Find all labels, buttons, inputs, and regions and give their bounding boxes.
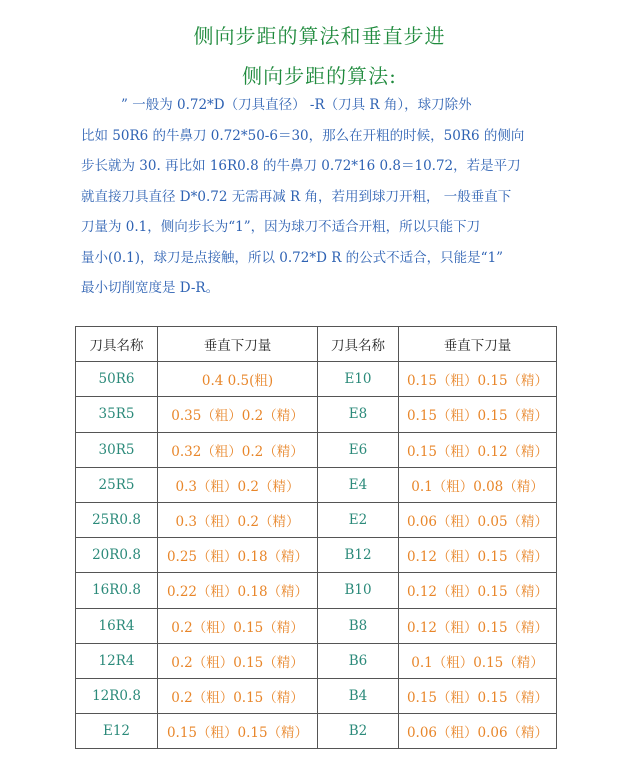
depth-cell: 0.12（粗）0.15（精） [399, 608, 557, 643]
depth-cell: 0.22（粗）0.18（精） [158, 573, 318, 608]
tool-name-cell: E2 [318, 502, 399, 537]
tool-name-cell: E12 [76, 714, 158, 749]
table-row [76, 432, 557, 467]
table-row [76, 643, 557, 678]
depth-cell: 0.06（粗）0.06（精） [399, 714, 557, 749]
depth-cell: 0.25（粗）0.18（精） [158, 538, 318, 573]
depth-cell: 0.1（粗）0.08（精） [399, 467, 557, 502]
tool-name-cell: B4 [318, 678, 399, 713]
depth-cell: 0.06（粗）0.05（精） [399, 502, 557, 537]
tool-name-cell: B6 [318, 643, 399, 678]
header-vertical-depth: 垂直下刀量 [158, 327, 318, 362]
tool-name-cell: 35R5 [76, 397, 158, 432]
depth-cell: 0.4 0.5(粗) [158, 362, 318, 397]
paragraph-line: 最小切削宽度是 D-R。 [81, 280, 220, 296]
table-row [76, 678, 557, 713]
depth-cell: 0.35（粗）0.2（精） [158, 397, 318, 432]
table-row [76, 714, 557, 749]
tool-name-cell: 25R0.8 [76, 502, 158, 537]
depth-cell: 0.2（粗）0.15（精） [158, 608, 318, 643]
depth-cell: 0.15（粗）0.15（精） [399, 678, 557, 713]
table-row [76, 573, 557, 608]
tool-name-cell: 12R0.8 [76, 678, 158, 713]
tool-name-cell: 50R6 [76, 362, 158, 397]
body-paragraph [81, 90, 621, 304]
table-header-row [76, 327, 557, 362]
tool-name-cell: B2 [318, 714, 399, 749]
tool-name-cell: B8 [318, 608, 399, 643]
page-title: 侧向步距的算法和垂直步进 [193, 24, 446, 48]
paragraph-line: 比如 50R6 的牛鼻刀 0.72*50-6＝30，那么在开粗的时候，50R6 的侧向 [81, 127, 525, 144]
tool-name-cell: 30R5 [76, 432, 158, 467]
tool-name-cell: 12R4 [76, 643, 158, 678]
tool-name-cell: E6 [318, 432, 399, 467]
header-vertical-depth: 垂直下刀量 [399, 327, 557, 362]
paragraph-line: 量小(0.1)，球刀是点接触，所以 0.72*D R 的公式不适合，只能是“1” [81, 249, 504, 266]
table-row [76, 467, 557, 502]
depth-cell: 0.12（粗）0.15（精） [399, 573, 557, 608]
tool-name-cell: B12 [318, 538, 399, 573]
depth-cell: 0.12（粗）0.15（精） [399, 538, 557, 573]
depth-cell: 0.15（粗）0.15（精） [399, 397, 557, 432]
tool-depth-table [75, 326, 557, 749]
depth-cell: 0.2（粗）0.15（精） [158, 678, 318, 713]
depth-cell: 0.1（粗）0.15（精） [399, 643, 557, 678]
depth-cell: 0.32（粗）0.2（精） [158, 432, 318, 467]
depth-cell: 0.3（粗）0.2（精） [158, 467, 318, 502]
section-heading: 侧向步距的算法: [242, 64, 397, 88]
tool-name-cell: 25R5 [76, 467, 158, 502]
paragraph-line: 就直接刀具直径 D*0.72 无需再减 R 角，若用到球刀开粗， 一般垂直下 [81, 188, 512, 205]
tool-name-cell: E8 [318, 397, 399, 432]
tool-name-cell: 16R0.8 [76, 573, 158, 608]
header-tool-name: 刀具名称 [76, 327, 158, 362]
depth-cell: 0.15（粗）0.15（精） [399, 362, 557, 397]
table-row [76, 362, 557, 397]
depth-cell: 0.3（粗）0.2（精） [158, 502, 318, 537]
table-row [76, 608, 557, 643]
tool-name-cell: 20R0.8 [76, 538, 158, 573]
depth-cell: 0.15（粗）0.12（精） [399, 432, 557, 467]
header-tool-name: 刀具名称 [318, 327, 399, 362]
paragraph-line: ” 一般为 0.72*D（刀具直径） -R（刀具 R 角），球刀除外 [121, 97, 472, 113]
tool-name-cell: E4 [318, 467, 399, 502]
paragraph-line: 刀量为 0.1，侧向步长为“1”，因为球刀不适合开粗，所以只能下刀 [81, 219, 481, 235]
tool-name-cell: 16R4 [76, 608, 158, 643]
tool-name-cell: B10 [318, 573, 399, 608]
table-row [76, 397, 557, 432]
table-row [76, 538, 557, 573]
table-row [76, 502, 557, 537]
tool-name-cell: E10 [318, 362, 399, 397]
paragraph-line: 步长就为 30. 再比如 16R0.8 的牛鼻刀 0.72*16 0.8＝10.72，若是平刀 [81, 158, 521, 174]
depth-cell: 0.15（粗）0.15（精） [158, 714, 318, 749]
depth-cell: 0.2（粗）0.15（精） [158, 643, 318, 678]
